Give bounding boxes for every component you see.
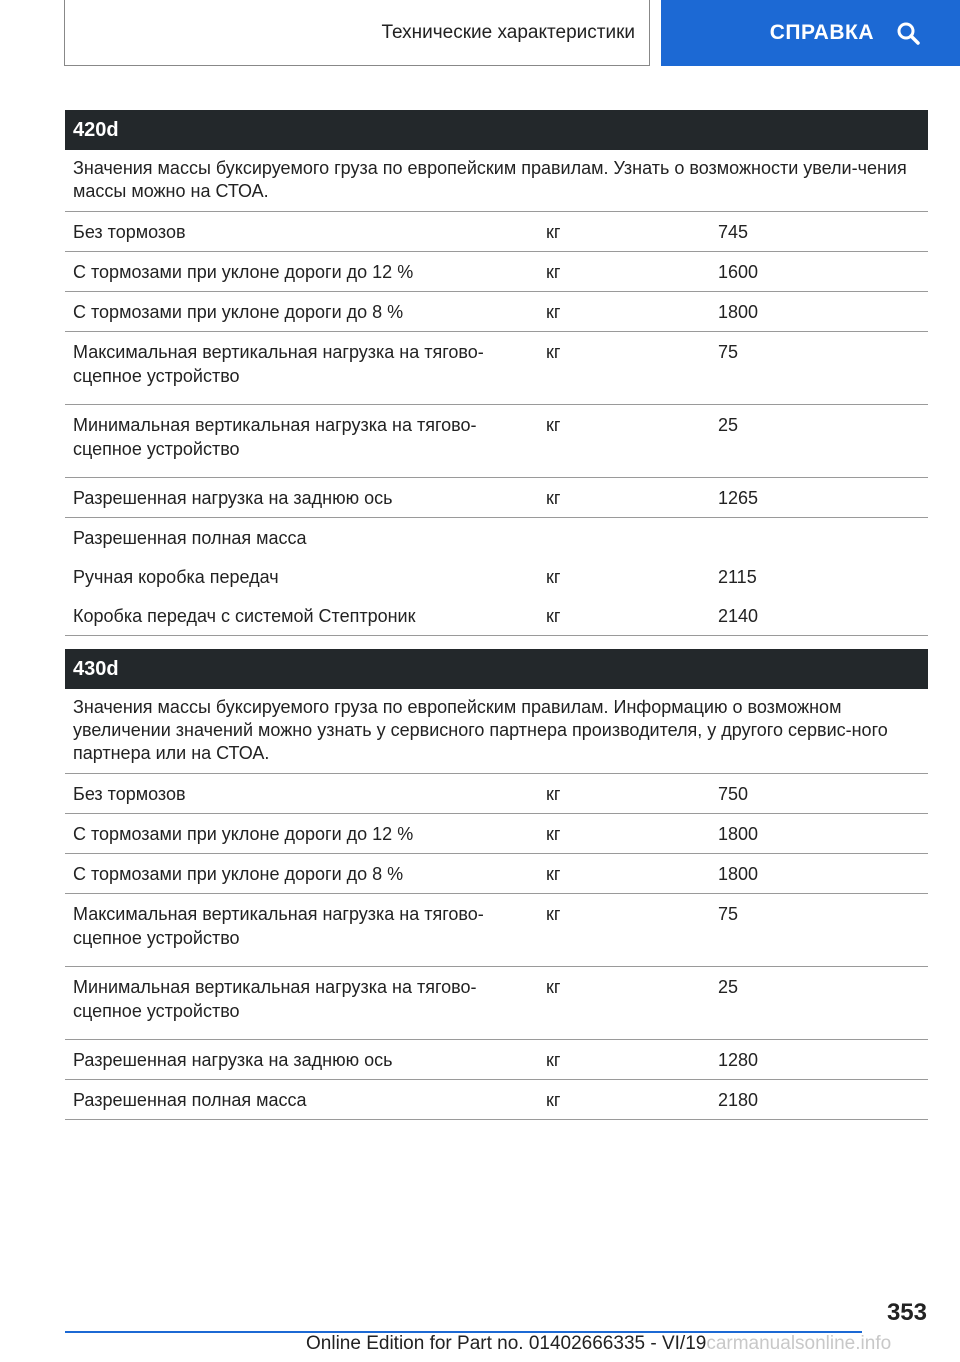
row-unit: кг [546, 262, 561, 282]
page-number: 353 [886, 1299, 927, 1326]
section-heading: 420d [65, 110, 928, 150]
row-unit: кг [546, 302, 561, 322]
section-title: Технические характеристики [381, 21, 635, 43]
row-label: С тормозами при уклоне дороги до 8 % [73, 864, 404, 884]
table-row [65, 405, 928, 478]
row-unit [540, 526, 712, 550]
row-value: 1800 [718, 302, 759, 322]
help-button[interactable] [661, 0, 960, 66]
row-unit: кг [546, 784, 561, 804]
help-label: СПРАВКА [769, 21, 874, 44]
table-row [65, 967, 928, 1040]
row-label: Разрешенная нагрузка на заднюю ось [73, 488, 393, 508]
row-label: Коробка передач с системой Стептроник [73, 606, 416, 626]
footer-edition [306, 1333, 891, 1355]
table-row [65, 332, 928, 405]
row-unit: кг [546, 488, 561, 508]
table-row [65, 252, 928, 292]
row-label: Без тормозов [73, 784, 186, 804]
section-title-tab[interactable] [64, 0, 650, 66]
row-value: 2180 [718, 1090, 759, 1110]
table-row [65, 814, 928, 854]
row-label: Без тормозов [73, 222, 186, 242]
table-row [65, 774, 928, 814]
row-unit: кг [546, 567, 561, 587]
row-unit: кг [546, 1090, 561, 1110]
table-row [65, 478, 928, 518]
row-value: 75 [718, 342, 739, 362]
table-row [65, 1040, 928, 1080]
row-value: 1800 [718, 824, 759, 844]
table-row [65, 1080, 928, 1120]
row-label: Разрешенная полная масса [73, 1090, 307, 1110]
row-value: 2140 [718, 606, 759, 626]
row-value: 25 [718, 977, 739, 997]
section-description: Значения массы буксируемого груза по европейским правилам. Информацию о возможном увеличении значений можно узнать у сервисного партнера производителя, у другого сервис-ного партнера или на СТОА. [65, 689, 928, 774]
row-unit: кг [546, 864, 561, 884]
search-icon [896, 21, 920, 45]
table-row [65, 557, 928, 596]
spec-section-430d [65, 649, 928, 1120]
row-label: Разрешенная полная масса [73, 528, 307, 548]
row-label: Минимальная вертикальная нагрузка на тягово-сцепное устройство [73, 977, 477, 1021]
table-row [65, 894, 928, 967]
row-value: 1800 [718, 864, 759, 884]
row-label: Ручная коробка передач [73, 567, 279, 587]
watermark: carmanualsonline.info [706, 1333, 892, 1354]
row-label: С тормозами при уклоне дороги до 12 % [73, 262, 414, 282]
row-label: Разрешенная нагрузка на заднюю ось [73, 1050, 393, 1070]
row-label: Максимальная вертикальная нагрузка на тягово-сцепное устройство [73, 342, 484, 386]
row-value: 25 [718, 415, 739, 435]
row-unit: кг [546, 824, 561, 844]
row-value: 1600 [718, 262, 759, 282]
row-unit: кг [546, 904, 561, 924]
section-heading: 430d [65, 649, 928, 689]
row-label: Максимальная вертикальная нагрузка на тягово-сцепное устройство [73, 904, 484, 948]
row-label: С тормозами при уклоне дороги до 12 % [73, 824, 414, 844]
row-value [712, 526, 928, 550]
table-row [65, 212, 928, 252]
row-value: 2115 [718, 567, 757, 587]
row-label: Минимальная вертикальная нагрузка на тягово-сцепное устройство [73, 415, 477, 459]
row-value: 750 [718, 784, 749, 804]
row-unit: кг [546, 1050, 561, 1070]
row-unit: кг [546, 222, 561, 242]
row-unit: кг [546, 606, 561, 626]
section-description: Значения массы буксируемого груза по европейским правилам. Узнать о возможности увели-чения массы можно на СТОА. [65, 150, 928, 212]
table-row [65, 596, 928, 636]
spec-section-420d [65, 110, 928, 636]
row-unit: кг [546, 342, 561, 362]
row-label: С тормозами при уклоне дороги до 8 % [73, 302, 404, 322]
row-value: 1280 [718, 1050, 759, 1070]
table-row [65, 292, 928, 332]
row-value: 745 [718, 222, 749, 242]
row-value: 75 [718, 904, 739, 924]
edition-text: Online Edition for Part no. 01402666335 - VI/19 [306, 1333, 707, 1354]
row-unit: кг [546, 977, 561, 997]
row-unit: кг [546, 415, 561, 435]
table-row [65, 854, 928, 894]
row-value: 1265 [718, 488, 759, 508]
table-row [65, 518, 928, 557]
